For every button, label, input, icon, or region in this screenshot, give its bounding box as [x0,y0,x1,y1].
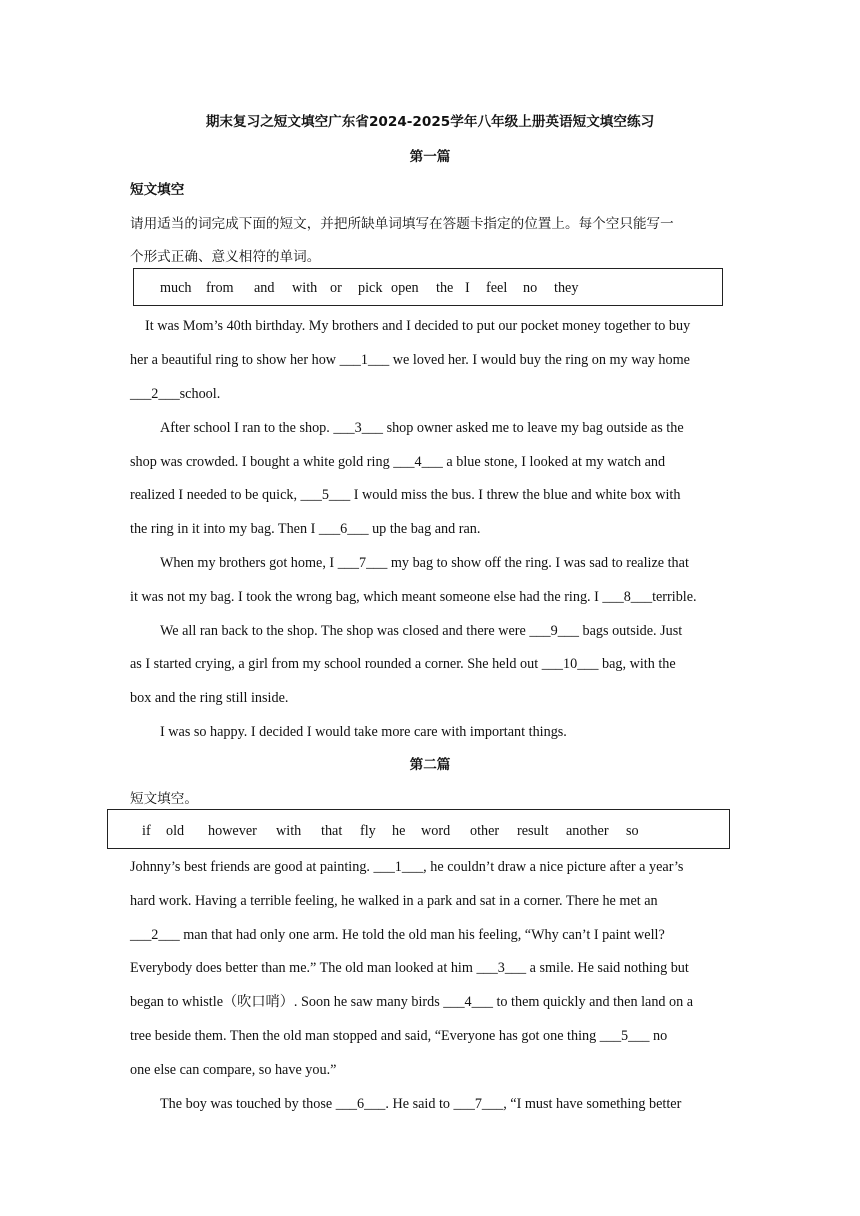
passage1-line: It was Mom’s 40th birthday. My brothers and I decided to put our pocket money together to buy [145,318,691,334]
word-bank-item: pick [358,280,383,296]
document-title: 期末复习之短文填空广东省2024-2025学年八年级上册英语短文填空练习 [205,114,655,130]
word-bank-item: result [517,823,549,839]
passage1-line: ___2___school. [130,386,221,402]
passage2-line: began to whistle（吹口哨）. Soon he saw many birds ___4___ to them quickly and then land on a [130,994,694,1010]
passage1-line: After school I ran to the shop. ___3___ shop owner asked me to leave my bag outside as the [160,420,684,436]
word-bank-item: and [254,280,275,296]
passage1-line: realized I needed to be quick, ___5___ I would miss the bus. I threw the blue and white box with [130,487,681,503]
word-bank-item: word [421,823,451,839]
passage1-line: her a beautiful ring to show her how ___1___ we loved her. I would buy the ring on my way home [130,352,690,368]
word-bank-item: however [208,823,257,839]
passage2-heading: 第二篇 [409,757,451,773]
word-bank-item: if [142,823,151,839]
passage2-section-title: 短文填空。 [130,791,198,807]
passage2-line: hard work. Having a terrible feeling, he walked in a park and sat in a corner. There he met an [130,893,658,909]
passage1-line: I was so happy. I decided I would take more care with important things. [160,724,567,740]
word-bank-item: fly [360,823,376,839]
passage1-instruction-line2: 个形式正确、意义相符的单词。 [130,249,321,265]
word-bank-item: with [276,823,302,839]
passage2-word-bank [107,809,730,849]
word-bank-item: other [470,823,500,839]
passage1-instruction-line1: 请用适当的词完成下面的短文，并把所缺单词填写在答题卡指定的位置上。每个空只能写一 [130,216,674,232]
word-bank-item: no [523,280,538,296]
passage2-line: Everybody does better than me.” The old man looked at him ___3___ a smile. He said nothing but [130,960,689,976]
word-bank-item: much [160,280,192,296]
word-bank-item: so [626,823,639,839]
word-bank-item: old [166,823,185,839]
passage1-line: it was not my bag. I took the wrong bag, which meant someone else had the ring. I ___8___terrible. [130,589,697,605]
passage2-line: tree beside them. Then the old man stopped and said, “Everyone has got one thing ___5___ no [130,1028,668,1044]
word-bank-item: another [566,823,609,839]
passage1-line: box and the ring still inside. [130,690,289,706]
passage1-section-title: 短文填空 [130,182,185,198]
passage2-line: The boy was touched by those ___6___. He said to ___7___, “I must have something better [160,1096,682,1112]
word-bank-item: he [392,823,406,839]
passage2-line: ___2___ man that had only one arm. He told the old man his feeling, “Why can’t I paint well? [130,927,665,943]
word-bank-item: open [391,280,419,296]
passage1-word-bank [133,268,723,306]
passage2-line: one else can compare, so have you.” [130,1062,337,1078]
word-bank-item: that [321,823,343,839]
passage1-line: shop was crowded. I bought a white gold ring ___4___ a blue stone, I looked at my watch and [130,454,666,470]
word-bank-item: the [436,280,454,296]
passage2-line: Johnny’s best friends are good at painting. ___1___, he couldn’t draw a nice picture after a year’s [130,859,684,875]
passage1-line: as I started crying, a girl from my school rounded a corner. She held out ___10___ bag, with the [130,656,676,672]
word-bank-item: from [206,280,234,296]
word-bank-item: they [554,280,579,296]
word-bank-item: I [465,280,470,296]
passage1-line: When my brothers got home, I ___7___ my bag to show off the ring. I was sad to realize that [160,555,689,571]
word-bank-item: or [330,280,342,296]
word-bank-item: with [292,280,318,296]
word-bank-item: feel [486,280,508,296]
passage1-heading: 第一篇 [409,149,451,165]
passage1-line: We all ran back to the shop. The shop was closed and there were ___9___ bags outside. Just [160,623,683,639]
passage1-line: the ring in it into my bag. Then I ___6___ up the bag and ran. [130,521,481,537]
